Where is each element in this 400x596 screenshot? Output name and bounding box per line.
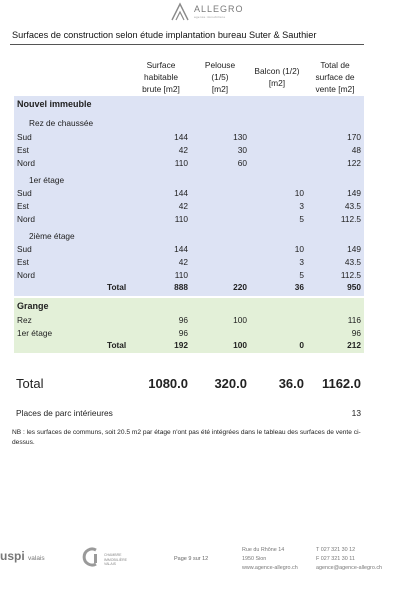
footer-address: Rue du Rhône 14 1950 Sion www.agence-allegro.ch [242, 547, 298, 571]
table-row [14, 187, 364, 200]
uspi-logo-text: uspi [0, 549, 25, 563]
row-label: Rez [17, 315, 32, 325]
total-label: Total [107, 340, 127, 350]
row-label: Sud [17, 132, 32, 142]
page-number: Page 9 sur 12 [174, 556, 209, 562]
row-label: Nord [17, 158, 35, 168]
brand-tagline: agence immobilière [194, 15, 226, 19]
cell-balcon: 10 [294, 244, 304, 254]
footer-contact: T 027 321 30 12 F 027 321 30 11 agence@agence-allegro.ch [316, 547, 383, 571]
section-heading-row [14, 98, 364, 111]
title-divider [10, 44, 364, 45]
cell-total: 112.5 [340, 214, 361, 224]
cell-surface: 144 [174, 244, 188, 254]
table-row [14, 200, 364, 213]
grand-total-vente: 1162.0 [321, 376, 361, 391]
cell-total: 212 [347, 340, 361, 350]
cell-total: 950 [347, 282, 361, 292]
cell-balcon: 3 [299, 257, 304, 267]
cell-total: 149 [347, 244, 361, 254]
column-header-balcon: Balcon (1/2) [m2] [254, 66, 300, 88]
chambre-immobiliere-logo-icon [80, 546, 102, 568]
cell-surface: 888 [174, 282, 188, 292]
brand-name: ALLEGRO [194, 4, 244, 14]
cell-total: 112.5 [340, 270, 361, 280]
table-row [14, 314, 364, 327]
cell-surface: 42 [178, 201, 188, 211]
grand-total-balcon: 36.0 [278, 376, 304, 391]
cell-balcon: 0 [299, 340, 304, 350]
cell-surface: 110 [174, 214, 188, 224]
allegro-logo-icon [170, 2, 190, 22]
grand-total-label: Total [16, 376, 44, 391]
subsection-label-1er-etage: 1er étage [29, 175, 65, 185]
cell-total: 116 [347, 315, 361, 325]
subsection-row [14, 174, 364, 187]
email-link[interactable]: agence@agence-allegro.ch [316, 565, 383, 571]
cell-pelouse: 100 [233, 315, 247, 325]
cell-pelouse: 130 [233, 132, 247, 142]
subsection-row [14, 230, 364, 243]
row-label: Est [17, 257, 29, 267]
subsection-label-2ieme-etage: 2ième étage [29, 231, 75, 241]
cell-surface: 144 [174, 132, 188, 142]
grand-total-surface: 1080.0 [148, 376, 188, 391]
section-heading-row [14, 300, 364, 313]
total-row-grange [14, 339, 364, 352]
cell-pelouse: 220 [233, 282, 247, 292]
cell-pelouse: 30 [237, 145, 247, 155]
column-header-surface-habitable: Surface habitable brute [m2] [142, 60, 180, 94]
cell-total: 43.5 [344, 257, 361, 267]
cell-balcon: 3 [299, 201, 304, 211]
cell-balcon: 36 [294, 282, 304, 292]
row-label: Nord [17, 270, 35, 280]
cell-total: 122 [347, 158, 361, 168]
uspi-logo [0, 549, 45, 563]
parking-value: 13 [351, 408, 361, 418]
row-label: Est [17, 201, 29, 211]
cell-balcon: 5 [299, 214, 304, 224]
cell-total: 149 [347, 188, 361, 198]
cell-surface: 42 [178, 145, 188, 155]
row-label: 1er étage [17, 328, 53, 338]
subsection-label-rez: Rez de chaussée [29, 118, 94, 128]
allegro-logo [170, 2, 250, 24]
table-row [14, 256, 364, 269]
cell-surface: 110 [174, 270, 188, 280]
grand-total-row [14, 376, 364, 394]
table-row [14, 213, 364, 226]
row-label: Sud [17, 244, 32, 254]
cell-surface: 110 [174, 158, 188, 168]
cell-balcon: 5 [299, 270, 304, 280]
grand-total-pelouse: 320.0 [214, 376, 247, 391]
table-row [14, 243, 364, 256]
cell-surface: 42 [178, 257, 188, 267]
cell-surface: 96 [178, 315, 188, 325]
website-link[interactable]: www.agence-allegro.ch [242, 565, 298, 571]
footnote: NB : les surfaces de communs, soit 20.5 m2 par étage n'ont pas été intégrées dans le tableau des surfaces de vente ci-dessus. [12, 429, 361, 446]
column-header-pelouse: Pelouse (1/5) [m2] [204, 60, 236, 94]
uspi-logo-suffix: valais [28, 555, 45, 562]
table-row [14, 144, 364, 157]
cell-total: 170 [347, 132, 361, 142]
page-title: Surfaces de construction selon étude implantation bureau Suter & Sauthier [12, 30, 317, 40]
row-label: Est [17, 145, 29, 155]
section-heading-grange: Grange [17, 301, 49, 311]
section-heading-nouvel-immeuble: Nouvel immeuble [17, 99, 92, 109]
column-header-total-vente: Total de surface de vente [m2] [315, 60, 355, 94]
cell-balcon: 10 [294, 188, 304, 198]
row-label: Sud [17, 188, 32, 198]
cell-surface: 144 [174, 188, 188, 198]
parking-row [14, 408, 364, 421]
total-row-nouvel-immeuble [14, 281, 364, 294]
parking-label: Places de parc intérieures [16, 408, 113, 418]
cell-pelouse: 60 [237, 158, 247, 168]
row-label: Nord [17, 214, 35, 224]
cell-pelouse: 100 [233, 340, 247, 350]
chambre-immobiliere-text: CHAMBRE IMMOBILIÈRE VALAIS [104, 553, 127, 566]
table-row [14, 131, 364, 144]
cell-surface: 192 [174, 340, 188, 350]
total-label: Total [107, 282, 127, 292]
table-row [14, 157, 364, 170]
subsection-row [14, 117, 364, 130]
cell-surface: 96 [178, 328, 188, 338]
cell-total: 96 [351, 328, 361, 338]
cell-total: 43.5 [344, 201, 361, 211]
cell-total: 48 [351, 145, 361, 155]
